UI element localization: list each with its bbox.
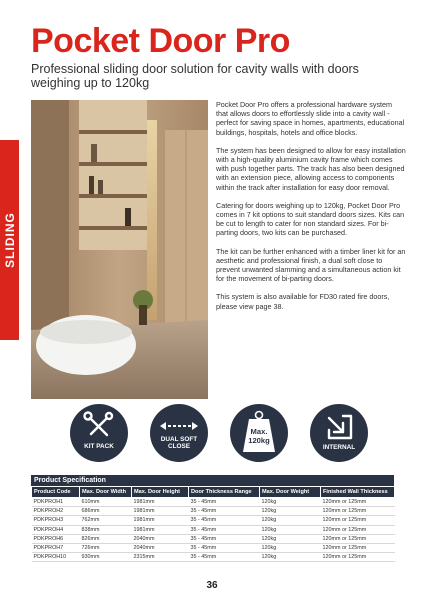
table-cell: 762mm: [80, 516, 132, 525]
page-number: 36: [206, 580, 218, 591]
table-cell: PDKPROH6: [32, 534, 80, 543]
table-cell: 35 - 45mm: [189, 525, 260, 534]
description-paragraph: The kit can be further enhanced with a timber liner kit for an aesthetic and professional finish, a dual soft close to prevent unwanted slamming and a simultaneous action kit for the movement of bi-parting doors.: [216, 246, 406, 284]
section-tab: [0, 140, 19, 340]
table-cell: 2040mm: [132, 543, 189, 552]
feature-internal: [310, 404, 368, 462]
feature-label: INTERNAL: [322, 444, 356, 451]
spec-column-header: Max. Door Weight: [260, 487, 321, 498]
table-cell: 120kg: [260, 534, 321, 543]
table-cell: PDKPROH2: [32, 507, 80, 516]
page-title: Pocket Door Pro: [31, 22, 290, 60]
table-cell: 120mm or 125mm: [321, 543, 395, 552]
table-cell: PDKPROH3: [32, 516, 80, 525]
feature-kit-pack: [70, 404, 128, 462]
feature-max-weight: [230, 404, 288, 462]
table-cell: 1981mm: [132, 507, 189, 516]
spec-title: Product Specification: [31, 475, 394, 486]
table-row: [32, 543, 395, 552]
table-cell: 120mm or 125mm: [321, 498, 395, 507]
table-cell: 2040mm: [132, 534, 189, 543]
spec-column-header: Max. Door Width: [80, 487, 132, 498]
table-cell: PDKPROH1: [32, 498, 80, 507]
spec-column-header: Door Thickness Range: [189, 487, 260, 498]
description-paragraph: Pocket Door Pro offers a professional hardware system that allows doors to effortlessly slide into a cavity wall - perfect for saving space in homes, apartments, educational buildings, hospitals, hotels and office blocks.: [216, 100, 405, 137]
feature-dual-soft-close: [150, 404, 208, 462]
table-cell: 120kg: [260, 516, 321, 525]
spec-column-header: Finished Wall Thickness: [321, 487, 395, 498]
table-cell: 35 - 45mm: [189, 516, 260, 525]
table-cell: 120mm or 125mm: [321, 507, 395, 516]
table-cell: 1981mm: [132, 525, 189, 534]
table-cell: 726mm: [80, 543, 132, 552]
table-cell: 826mm: [80, 534, 132, 543]
table-cell: 120mm or 125mm: [321, 516, 395, 525]
table-cell: 2315mm: [132, 553, 189, 562]
table-cell: 120mm or 125mm: [321, 553, 395, 562]
spec-header-row: [32, 487, 395, 498]
table-cell: 120kg: [260, 507, 321, 516]
table-cell: 35 - 45mm: [189, 534, 260, 543]
section-tab-label: SLIDING: [2, 212, 17, 268]
table-cell: 120kg: [260, 525, 321, 534]
table-cell: 120mm or 125mm: [321, 534, 395, 543]
feature-label: DUAL SOFT CLOSE: [160, 436, 198, 450]
table-cell: 930mm: [80, 553, 132, 562]
table-cell: 35 - 45mm: [189, 507, 260, 516]
table-cell: PDKPROH7: [32, 543, 80, 552]
description: [216, 100, 406, 320]
table-cell: 120mm or 125mm: [321, 525, 395, 534]
table-cell: 35 - 45mm: [189, 553, 260, 562]
product-photo: [31, 100, 208, 399]
table-cell: 120kg: [260, 543, 321, 552]
table-row: [32, 525, 395, 534]
feature-label-bottom: 120kg: [248, 436, 270, 445]
table-cell: 1981mm: [132, 498, 189, 507]
table-cell: 35 - 45mm: [189, 543, 260, 552]
table-row: [32, 507, 395, 516]
spec-table: [31, 486, 395, 562]
table-row: [32, 534, 395, 543]
table-row: [32, 553, 395, 562]
table-cell: 1981mm: [132, 516, 189, 525]
description-paragraph: This system is also available for FD30 rated fire doors, please view page 38.: [216, 292, 390, 311]
feature-icons: [70, 404, 370, 466]
table-cell: PDKPROH4: [32, 525, 80, 534]
product-spec-table: [31, 475, 394, 562]
table-cell: 610mm: [80, 498, 132, 507]
description-paragraph: The system has been designed to allow for easy installation with a high-quality aluminium cavity frame which comes with push together parts. The track has also been designed with an extension piece, allowing access to components within the track after installation for easy door removal.: [216, 145, 406, 192]
feature-label: KIT PACK: [84, 443, 114, 450]
table-cell: 838mm: [80, 525, 132, 534]
tools-icon: [70, 404, 128, 462]
dual-arrow-icon: [150, 404, 208, 462]
table-row: [32, 516, 395, 525]
table-cell: 120kg: [260, 553, 321, 562]
table-cell: PDKPROH10: [32, 553, 80, 562]
description-paragraph: Catering for doors weighing up to 120kg, Pocket Door Pro comes in 7 kit options to suit standard doors sizes. Kits can be cut to length to cater for non standard sizes. For bi-parting doors, two kits can be purchased.: [216, 200, 405, 238]
spec-column-header: Max. Door Height: [132, 487, 189, 498]
spec-column-header: Product Code: [32, 487, 80, 498]
table-cell: 686mm: [80, 507, 132, 516]
internal-arrow-icon: [310, 404, 368, 462]
table-row: [32, 498, 395, 507]
table-cell: 35 - 45mm: [189, 498, 260, 507]
page-subtitle: Professional sliding door solution for cavity walls with doors weighing up to 120kg: [31, 62, 359, 90]
feature-label-top: Max.: [250, 427, 268, 436]
table-cell: 120kg: [260, 498, 321, 507]
